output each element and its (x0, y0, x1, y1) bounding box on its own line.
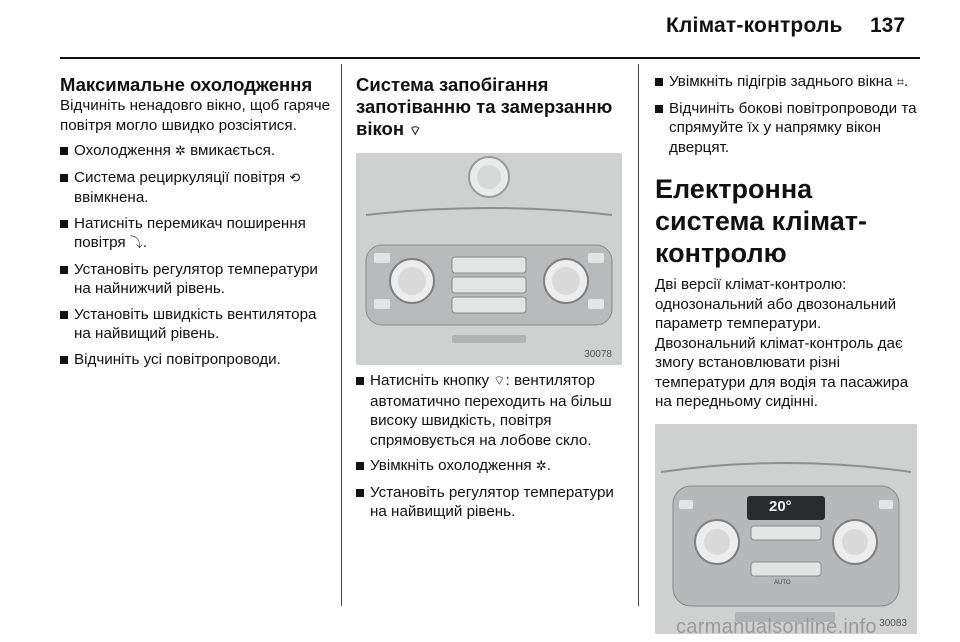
climate-panel-figure-30078 (356, 153, 622, 365)
list-item: Установіть швидкість вентилятора на найвищий рівень. (60, 305, 332, 344)
list-item: Відчиніть усі повітропроводи. (60, 350, 332, 370)
column-3 (655, 72, 923, 634)
column-1 (60, 74, 332, 369)
windscreen-demist-icon: ⌔ (409, 124, 422, 139)
list-item: Система рециркуляції повітря ⟲ ввімкнена. (60, 168, 332, 208)
bullet-list (356, 371, 626, 522)
rear-window-heating-icon: ⌗ (896, 75, 905, 90)
cooling-icon: ✲ (175, 144, 186, 159)
electronic-climate-panel-illustration (655, 424, 917, 634)
section-heading-demist: Система запобігання запотіванню та замерзанню вікон ⌔ (356, 74, 613, 139)
list-item: Натисніть кнопку ⌔: вентилятор автоматично переходить на більш високу швидкість, повітря спрямовується на лобове скло. (356, 371, 626, 450)
list-item: Увімкніть підігрів заднього вікна ⌗. (655, 72, 923, 93)
climate-panel-figure-30083 (655, 424, 917, 634)
list-item: Установіть регулятор температури на найнижчий рівень. (60, 260, 332, 299)
list-item: Відчиніть бокові повітропроводи та спрямуйте їх у напрямку вікон дверцят. (655, 99, 923, 158)
air-distribution-icon: ⤵ (129, 236, 143, 251)
display-temperature: 20° (769, 497, 792, 515)
bullet-list (655, 72, 923, 157)
air-recirculation-icon: ⟲ (289, 170, 301, 186)
column-divider-1 (341, 64, 342, 606)
auto-button-label: AUTO (774, 579, 791, 586)
list-item: Охолодження ✲ вмикається. (60, 141, 332, 162)
header-rule (60, 57, 920, 59)
column-2 (356, 74, 626, 522)
page-number: 137 (870, 14, 906, 37)
cooling-icon: ✲ (535, 459, 547, 474)
figure-number: 30078 (584, 349, 612, 360)
windscreen-demist-icon: ⌔ (493, 374, 506, 389)
list-item: Натисніть перемикач поширення повітря ⤵. (60, 214, 332, 254)
section-intro: Відчиніть ненадовго вікно, щоб гаряче повітря могло швидко розсіятися. (60, 97, 331, 134)
bullet-list (60, 141, 332, 369)
section-body: Дві версії клімат-контролю: однозональний або двозональний параметр температури. Двозональний клімат-контроль дає змогу встановлювати різні температури для водія та пасажира на передньому сидінні. (655, 276, 909, 410)
climate-panel-illustration (356, 153, 622, 365)
list-item: Увімкніть охолодження ✲. (356, 456, 626, 477)
list-item: Установіть регулятор температури на найвищий рівень. (356, 483, 626, 522)
section-heading-max-cooling: Максимальне охолодження (60, 74, 313, 95)
watermark: carmanualsonline.info (676, 616, 877, 638)
figure-number: 30083 (879, 617, 907, 629)
column-divider-2 (638, 64, 639, 606)
section-heading-electronic-climate: Електронна система клімат-контролю (655, 174, 867, 268)
page-header-title: Клімат-контроль (666, 14, 843, 37)
